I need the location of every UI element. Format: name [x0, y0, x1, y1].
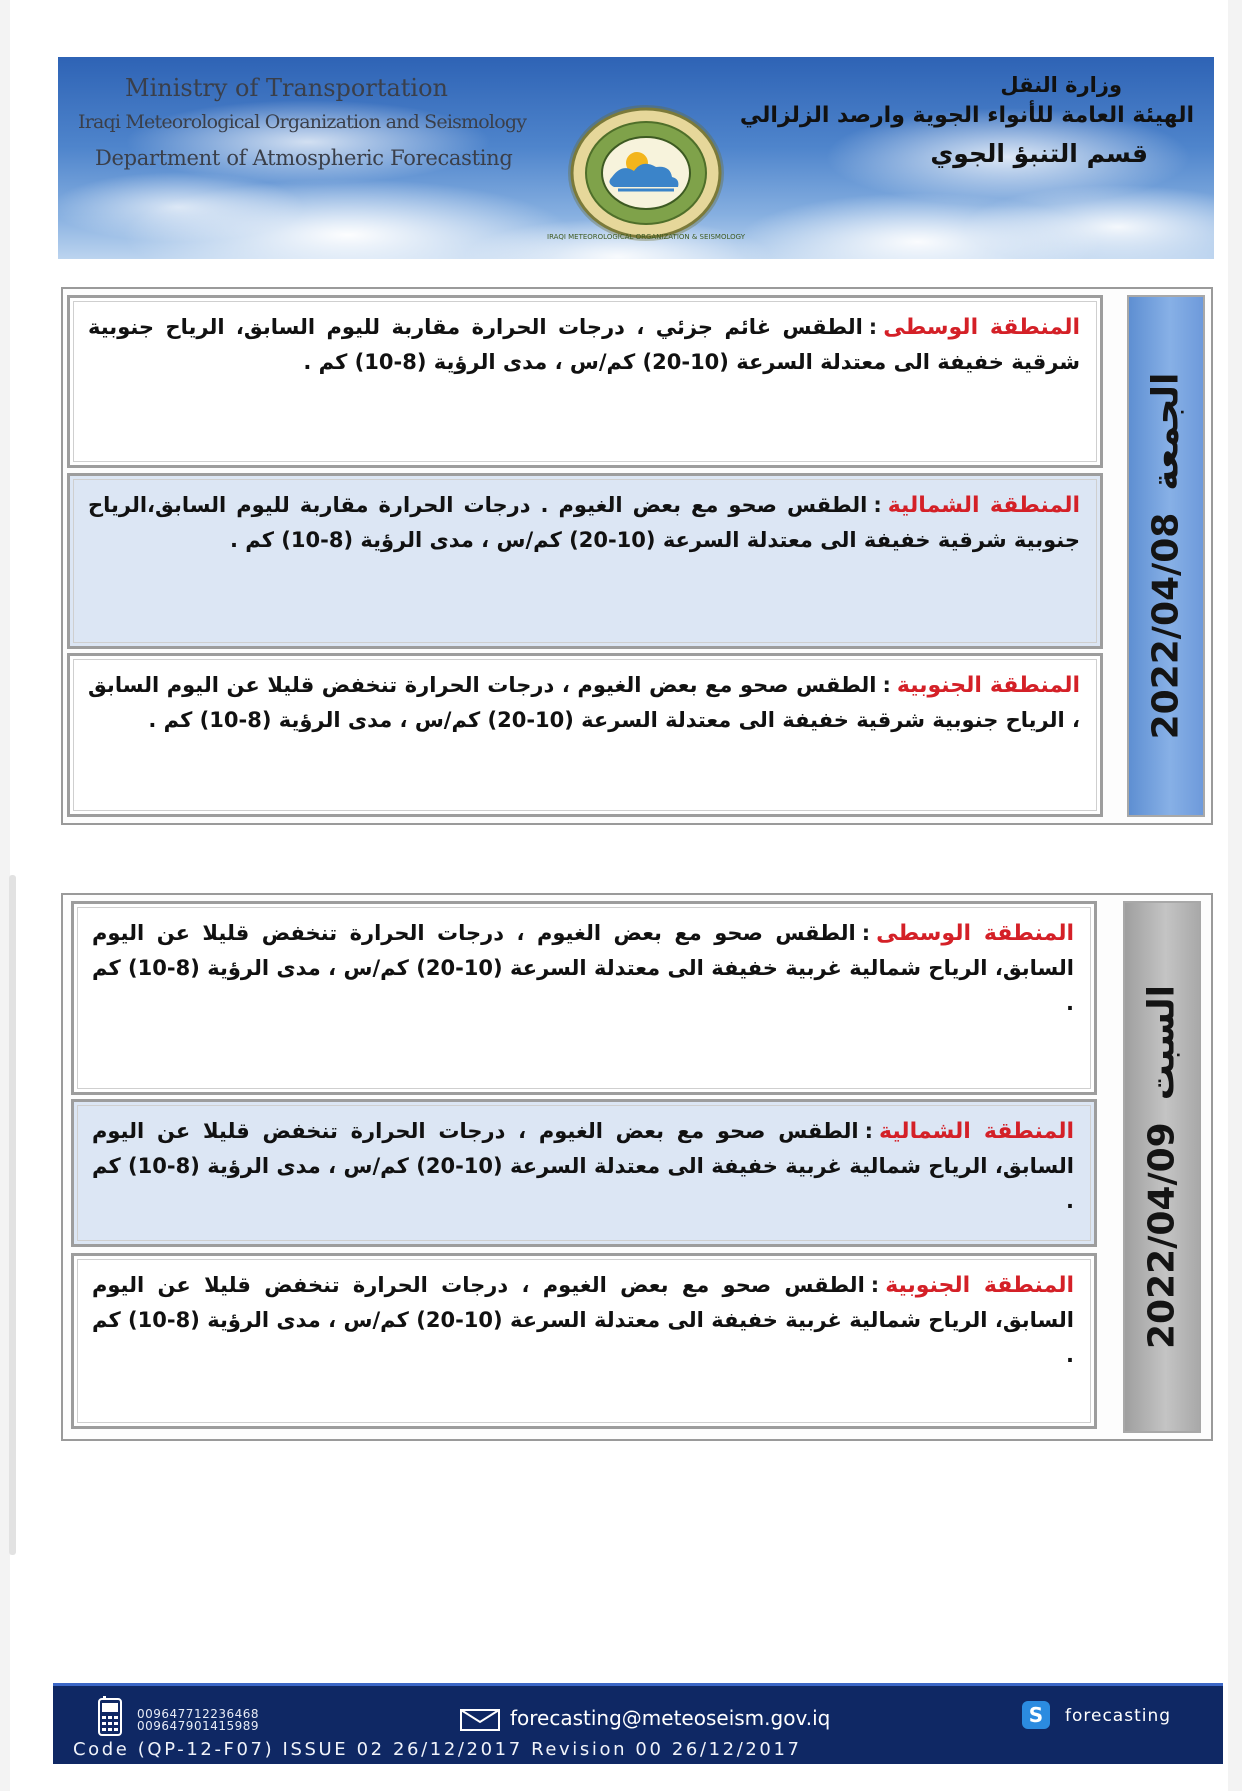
region-description: الطقس صحو مع بعض الغيوم ، درجات الحرارة تنخفض قليلا عن اليوم السابق ، الرياح جنوبية شرقية خفيفة الى معتدلة السرعة (10-20) كم/س ، مدى الرؤية (8-10) كم . [88, 673, 1080, 732]
envelope-icon [460, 1709, 500, 1731]
region-forecast-text [88, 668, 1080, 738]
forecast-date: 2022/04/08 [1145, 512, 1187, 740]
region-description: الطقس صحو مع بعض الغيوم ، درجات الحرارة تنخفض قليلا عن اليوم السابق، الرياح شمالية غربية خفيفة الى معتدلة السرعة (10-20) كم/س ، مدى الرؤية (8-10) كم . [92, 1119, 1074, 1213]
region-name-south: المنطقة الجنوبية [896, 673, 1081, 698]
date-bar-day1 [1127, 295, 1205, 817]
footer-phone-1[interactable]: 009647712236468 [137, 1707, 260, 1721]
svg-text:S: S [1028, 1703, 1044, 1727]
page-edge-right [1228, 0, 1242, 1791]
region-colon: : [870, 1273, 880, 1297]
region-south-day2 [71, 1253, 1097, 1429]
region-colon: : [882, 673, 891, 697]
region-central-day2 [71, 901, 1097, 1095]
date-bar-label [1146, 373, 1187, 740]
header-ar-organization: الهيئة العامة للأنواء الجوية وارصد الزلزالي [739, 103, 1194, 128]
forecast-day-name: السبت [1141, 985, 1183, 1101]
region-forecast-text [92, 916, 1074, 1021]
region-colon: : [873, 493, 882, 517]
region-description: الطقس صحو مع بعض الغيوم ، درجات الحرارة تنخفض قليلا عن اليوم السابق، الرياح شمالية غربية خفيفة الى معتدلة السرعة (10-20) كم/س ، مدى الرؤية (8-10) كم . [92, 1273, 1074, 1367]
header-en-department: Department of Atmospheric Forecasting [95, 146, 513, 170]
footer-document-code: Code (QP-12-F07) ISSUE 02 26/12/2017 Revision 00 26/12/2017 [73, 1739, 802, 1760]
logo-text: IRAQI METEOROLOGICAL ORGANIZATION & SEISMOLOGY [547, 233, 745, 241]
header-ar-department: قسم التنبؤ الجوي [930, 139, 1148, 168]
region-forecast-text [88, 310, 1080, 380]
region-colon: : [864, 1119, 873, 1143]
forecast-day-name: الجمعة [1145, 372, 1187, 491]
skype-icon [1021, 1700, 1051, 1730]
region-colon: : [861, 921, 871, 945]
date-bar-day2 [1123, 901, 1201, 1433]
date-bar-label [1142, 985, 1183, 1349]
forecast-date: 2022/04/09 [1141, 1122, 1183, 1349]
header-en-organization: Iraqi Meteorological Organization and Seismology [78, 111, 527, 133]
mobile-phone-icon [97, 1696, 123, 1736]
region-forecast-text [92, 1114, 1074, 1219]
region-forecast-text [88, 488, 1080, 558]
scroll-indicator[interactable] [9, 875, 16, 1555]
footer-phone-2[interactable]: 009647901415989 [137, 1719, 260, 1733]
region-name-central: المنطقة الوسطى [883, 315, 1080, 340]
header-en-ministry: Ministry of Transportation [125, 74, 448, 102]
footer-email-link[interactable]: forecasting@meteoseism.gov.iq [510, 1706, 831, 1730]
header-banner [58, 57, 1214, 259]
forecast-day-1 [61, 287, 1213, 825]
region-name-central: المنطقة الوسطى [876, 921, 1075, 946]
region-description: الطقس صحو مع بعض الغيوم ، درجات الحرارة تنخفض قليلا عن اليوم السابق، الرياح شمالية غربية خفيفة الى معتدلة السرعة (10-20) كم/س ، مدى الرؤية (8-10) كم . [92, 921, 1074, 1015]
forecast-day-2 [61, 893, 1213, 1441]
region-name-north: المنطقة الشمالية [878, 1119, 1075, 1144]
organization-logo-icon [547, 93, 745, 253]
region-name-north: المنطقة الشمالية [887, 493, 1081, 518]
region-name-south: المنطقة الجنوبية [885, 1273, 1075, 1298]
region-colon: : [868, 315, 878, 339]
region-central-day1 [67, 295, 1103, 468]
footer-bar [53, 1683, 1223, 1764]
region-south-day1 [67, 653, 1103, 817]
region-description: الطقس صحو مع بعض الغيوم . درجات الحرارة مقاربة لليوم السابق،الرياح جنوبية شرقية خفيفة الى معتدلة السرعة (10-20) كم/س ، مدى الرؤية (8-10) كم . [88, 493, 1080, 552]
region-north-day1 [67, 473, 1103, 649]
footer-skype-link[interactable]: forecasting [1065, 1706, 1172, 1726]
footer-phones [137, 1708, 259, 1732]
region-description: الطقس غائم جزئي ، درجات الحرارة مقاربة لليوم السابق، الرياح جنوبية شرقية خفيفة الى معتدلة السرعة (10-20) كم/س ، مدى الرؤية (8-10) كم . [88, 315, 1080, 374]
region-north-day2 [71, 1099, 1097, 1247]
region-forecast-text [92, 1268, 1074, 1373]
header-ar-ministry: وزارة النقل [1000, 73, 1122, 97]
